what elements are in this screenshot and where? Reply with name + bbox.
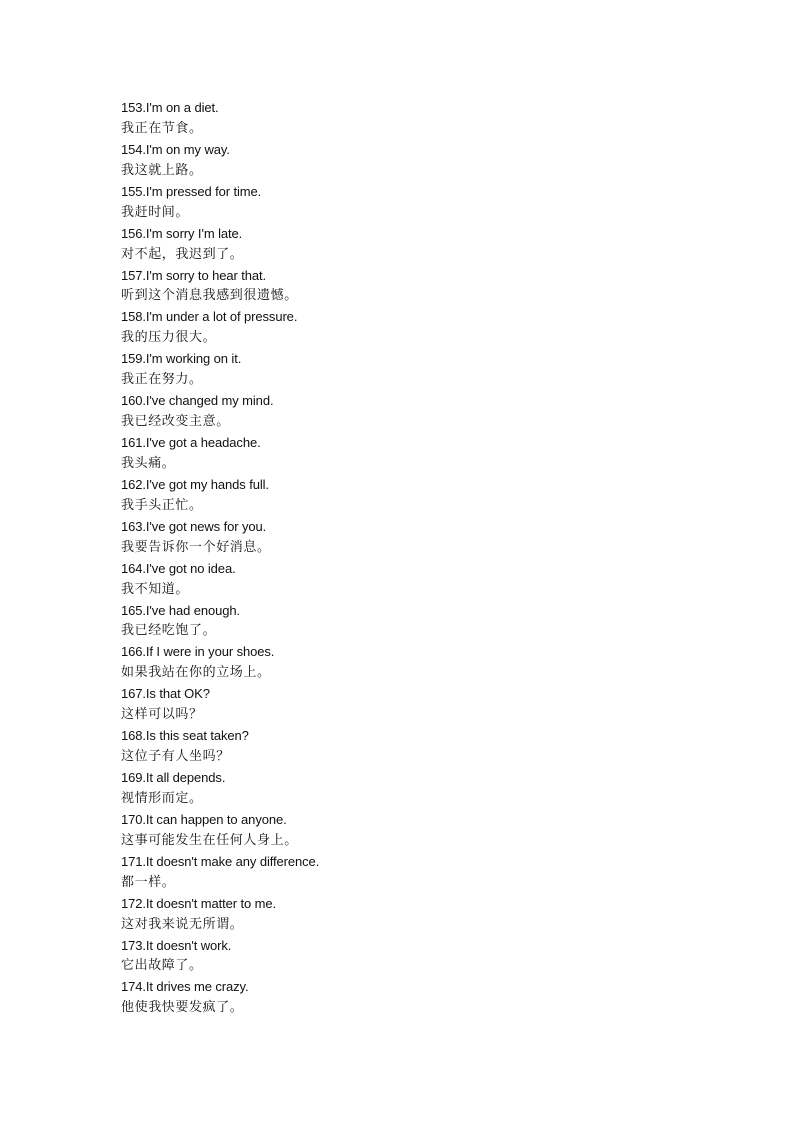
phrase-entry [121,684,721,726]
phrase-entry [121,852,721,894]
chinese-translation: 我手头正忙。 [121,497,203,513]
english-phrase: 164.I've got no idea. [121,560,236,576]
phrase-entry [121,98,721,140]
english-phrase: 166.If I were in your shoes. [121,644,275,660]
phrase-entry [121,810,721,852]
chinese-translation: 都一样。 [121,874,176,890]
phrase-entry [121,433,721,475]
english-phrase: 160.I've changed my mind. [121,393,274,409]
phrase-entry [121,140,721,182]
phrase-entry [121,266,721,308]
chinese-translation: 这对我来说无所谓。 [121,916,244,932]
phrase-entry [121,349,721,391]
english-phrase: 163.I've got news for you. [121,518,267,534]
phrase-entry [121,391,721,433]
chinese-translation: 视情形而定。 [121,790,203,806]
chinese-translation: 我不知道。 [121,581,190,597]
chinese-translation: 我这就上路。 [121,162,203,178]
english-phrase: 153.I'm on a diet. [121,100,219,115]
english-phrase: 158.I'm under a lot of pressure. [121,309,298,325]
phrase-entry [121,726,721,768]
chinese-translation: 听到这个消息我感到很遗憾。 [121,288,298,304]
chinese-translation: 我正在努力。 [121,372,203,388]
phrase-entry [121,768,721,810]
chinese-translation: 这样可以吗？ [121,707,203,723]
english-phrase: 159.I'm working on it. [121,351,242,367]
phrase-list [121,98,721,1019]
phrase-entry [121,642,721,684]
phrase-entry [121,936,721,978]
chinese-translation: 这位子有人坐吗？ [121,749,230,765]
chinese-translation: 它出故障了。 [121,958,203,974]
english-phrase: 162.I've got my hands full. [121,476,269,492]
chinese-translation: 我正在节食。 [121,120,203,136]
english-phrase: 167.Is that OK? [121,686,210,702]
chinese-translation: 我已经吃饱了。 [121,623,217,639]
phrase-entry [121,894,721,936]
chinese-translation: 我的压力很大。 [121,330,217,346]
chinese-translation: 对不起，我迟到了。 [121,246,244,262]
chinese-translation: 我头痛。 [121,455,176,471]
phrase-entry [121,559,721,601]
english-phrase: 173.It doesn't work. [121,937,232,953]
phrase-entry [121,517,721,559]
chinese-translation: 我赶时间。 [121,204,190,220]
english-phrase: 161.I've got a headache. [121,435,261,450]
english-phrase: 156.I'm sorry I'm late. [121,225,243,241]
chinese-translation: 我已经改变主意。 [121,414,230,430]
phrase-entry [121,475,721,517]
phrase-entry [121,224,721,266]
phrase-entry [121,182,721,224]
chinese-translation: 这事可能发生在任何人身上。 [121,832,298,848]
english-phrase: 157.I'm sorry to hear that. [121,267,267,283]
chinese-translation: 他使我快要发疯了。 [121,1000,244,1016]
english-phrase: 171.It doesn't make any difference. [121,853,320,869]
chinese-translation: 我要告诉你一个好消息。 [121,539,271,555]
phrase-entry [121,977,721,1019]
english-phrase: 172.It doesn't matter to me. [121,895,277,911]
phrase-entry [121,307,721,349]
english-phrase: 168.Is this seat taken? [121,728,249,744]
english-phrase: 174.It drives me crazy. [121,979,249,995]
english-phrase: 170.It can happen to anyone. [121,811,287,827]
phrase-entry [121,601,721,643]
english-phrase: 165.I've had enough. [121,602,241,618]
english-phrase: 154.I'm on my way. [121,141,230,157]
english-phrase: 155.I'm pressed for time. [121,183,262,199]
chinese-translation: 如果我站在你的立场上。 [121,665,271,681]
english-phrase: 169.It all depends. [121,770,226,785]
